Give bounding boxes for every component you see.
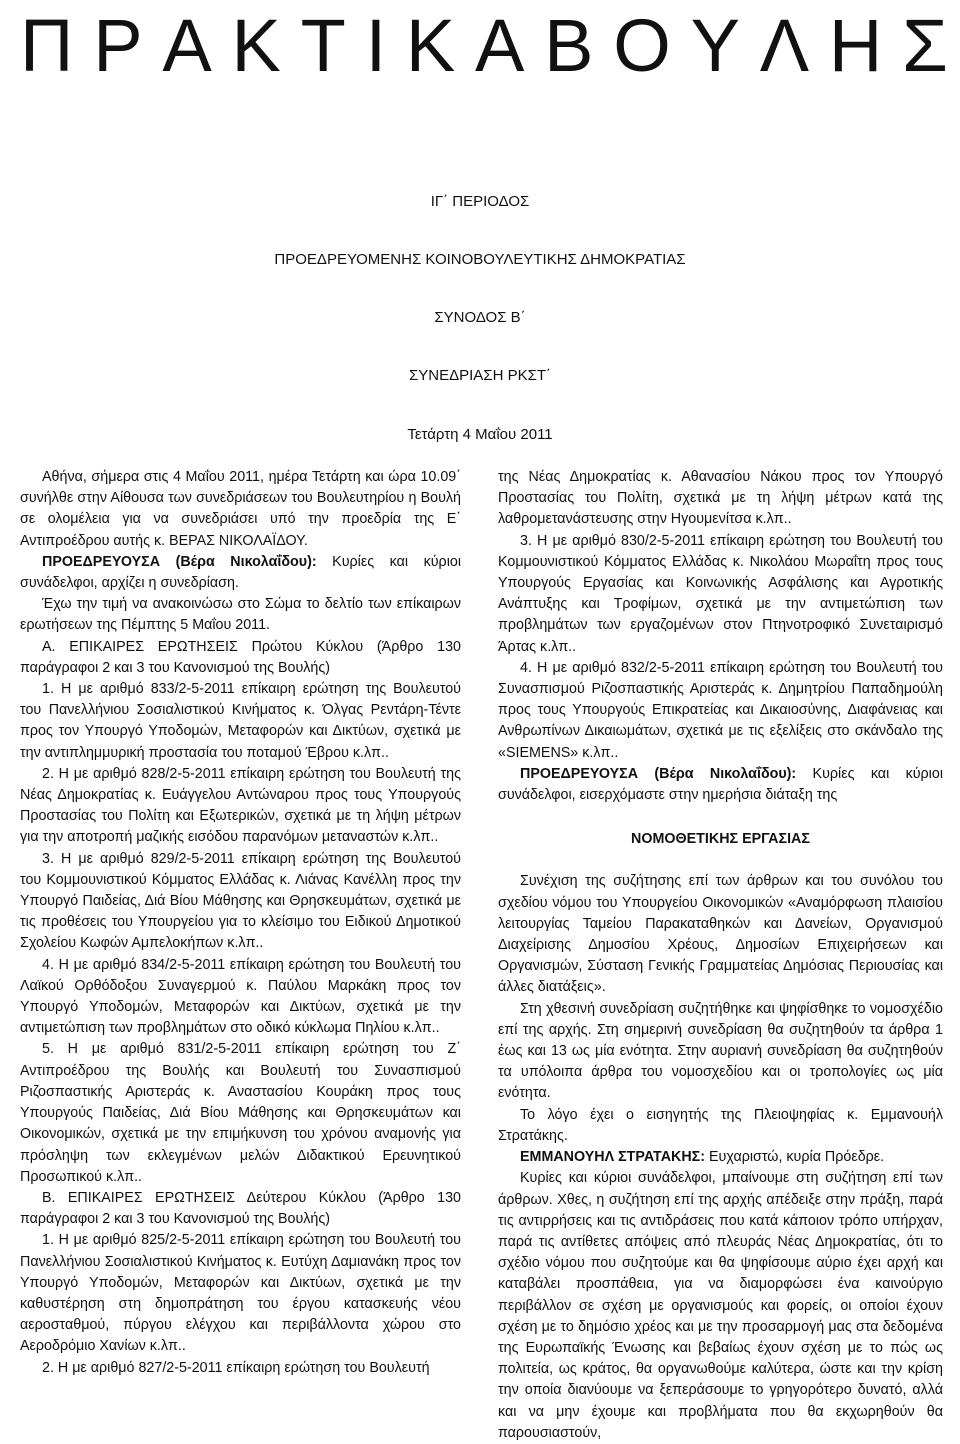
period-heading: ΙΓ΄ ΠΕΡΙΟΔΟΣ	[430, 193, 530, 210]
section-b-title: Β. ΕΠΙΚΑΙΡΕΣ ΕΡΩΤΗΣΕΙΣ Δεύτερου Κύκλου (Άρθρο 130 παράγραφοι 2 και 3 του Κανονισμού της Βουλής)	[20, 1189, 461, 1228]
chair-agenda	[498, 764, 943, 806]
announcement-paragraph: Έχω την τιμή να ανακοινώσω στο Σώμα το δελτίο των επίκαιρων ερωτήσεων της Πέμπτης 5 Μαΐου 2011.	[20, 596, 461, 634]
question-item: 4. Η με αριθμό 834/2-5-2011 επίκαιρη ερώτηση του Βουλευτή του Λαϊκού Ορθόδοξου Συναγερμού κ. Παύλου Μαρκάκη προς τον Υπουργό Υποδομών, Μεταφορών και Δικτύων, σχετικά με την αντιμετώπιση των προβλημάτων στο οδικό κύκλωμα Πηλίου κ.λπ..	[20, 956, 461, 1037]
masthead-letter: Β	[544, 4, 594, 87]
masthead-letter: Σ	[902, 4, 948, 87]
section-heading-text: ΝΟΜΟΘΕΤΙΚΗΣ ΕΡΓΑΣΙΑΣ	[631, 831, 810, 848]
question-item: 2. Η με αριθμό 827/2-5-2011 επίκαιρη ερώτηση του Βουλευτή	[42, 1359, 430, 1376]
question-item: 5. Η με αριθμό 831/2-5-2011 επίκαιρη ερώτηση του Ζ΄ Αντιπροέδρου της Βουλής και Βουλευτή του Συνασπισμού Ριζοσπαστικής Αριστεράς κ. Αναστασίου Κουράκη προς τους Υπουργούς Παιδείας, Διά Βίου Μάθησης και Θρησκευμάτων και Οικονομικών, σχετικά με την επιμήκυνση του χρόνου αναμονής για πρόσληψη των εκλεγμένων μελών Διδακτικού Ερευνητικού Προσωπικού κ.λπ..	[20, 1041, 461, 1185]
question-item: 2. Η με αριθμό 828/2-5-2011 επίκαιρη ερώτηση του Βουλευτή της Νέας Δημοκρατίας κ. Ευάγγελου Αντώναρου προς τους Υπουργούς Προστασίας του Πολίτη και Εξωτερικών, σχετικά με τη λήψη μέτρων για την αποτροπή μαζικής εισόδου παρανόμων μεταναστών κ.λπ..	[20, 765, 461, 846]
question-item: 4. Η με αριθμό 832/2-5-2011 επίκαιρη ερώτηση του Βουλευτή του Συνασπισμού Ριζοσπαστικής Αριστεράς κ. Δημητρίου Παπαδημούλη προς τους Υπουργούς Επικρατείας και Δικαιοσύνης, Διαφάνειας και Ανθρωπίνων Δικαιωμάτων, σχετικά με τις εξελίξεις στο σκάνδαλο της «SIEMENS» κ.λπ..	[498, 659, 943, 761]
speech-text: Ευχαριστώ, κυρία Πρόεδρε.	[705, 1149, 885, 1166]
right-column	[498, 467, 943, 1444]
question-item: 1. Η με αριθμό 825/2-5-2011 επίκαιρη ερώτηση του Βουλευτή του Πανελλήνιου Σοσιαλιστικού Κινήματος κ. Ευτύχη Δαμιανάκη προς τον Υπουργό Υποδομών, Μεταφορών και Δικτύων, σχετικά με την καθυστέρηση στη δημοπράτηση του έργου κατασκευής νέου αεροσταθμού, πύργου ελέγχου και περιβάλλοντα χώρου στο Αεροδρόμιο Χανίων κ.λπ..	[20, 1232, 461, 1355]
bill-description: Συνέχιση της συζήτησης επί των άρθρων και του συνόλου του σχεδίου νόμου του Υπουργείου Οικονομικών «Αναμόρφωση πλαισίου λειτουργίας Ταμείου Παρακαταθηκών και Δανείων, Οργανισμού Διαχείρισης Δημοσίου Χρέους, Δημοσίων Επιχειρήσεων και Οργανισμών, Σύσταση Γενικής Γραμματείας Δημόσιας Περιουσίας και άλλες διατάξεις».	[498, 873, 943, 996]
masthead-letter: Ι	[365, 4, 387, 87]
speaker-name: ΠΡΟΕΔΡΕΥΟΥΣΑ (Βέρα Νικολαΐδου):	[520, 765, 797, 782]
chair-opening	[20, 552, 461, 594]
masthead-letter: Κ	[231, 4, 281, 87]
speech-text: Κυρίες και κύριοι συνάδελφοι, εισερχόμαστε στην ημερήσια διάταξη της	[498, 765, 943, 804]
masthead-letter: Η	[828, 4, 883, 87]
question-item: 3. Η με αριθμό 830/2-5-2011 επίκαιρη ερώτηση του Βουλευτή του Κομμουνιστικού Κόμματος Ελλάδας κ. Νικολάου Μωραΐτη προς τους Υπουργούς Εργασίας και Κοινωνικής Ασφάλισης και Αγροτικής Ανάπτυξης και Τροφίμων, σχετικά με την αντιμετώπιση των προβλημάτων των εργαζομένων στον Πτηνοτροφικό Συνεταιρισμό Άρτας κ.λπ..	[498, 532, 943, 655]
procedure-paragraph: Στη χθεσινή συνεδρίαση συζητήθηκε και ψηφίσθηκε το νομοσχέδιο επί της αρχής. Στη σημερινή συνεδρίαση θα συζητηθούν τα άρθρα 1 έως και 13 ως μία ενότητα. Στην αυριανή συνεδρίαση θα συζητηθούν τα υπόλοιπα άρθρα του νομοσχεδίου και οι τροπολογίες ως μία ενότητα.	[498, 1000, 943, 1102]
legislative-work-heading	[498, 829, 943, 850]
question-item: 3. Η με αριθμό 829/2-5-2011 επίκαιρη ερώτηση της Βουλευτού του Κομμουνιστικού Κόμματος Ελλάδας κ. Λιάνας Κανέλλη προς την Υπουργό Παιδείας, Διά Βίου Μάθησης και Θρησκευμάτων, σχετικά με τις προθέσεις του Υπουργείου για το κλείσιμο του Ειδικού Δημοτικού Σχολείου Κωφών Αμπελοκήπων κ.λπ..	[20, 850, 461, 952]
session-heading: ΣΥΝΟΔΟΣ Β΄	[434, 309, 526, 326]
republic-heading: ΠΡΟΕΔΡΕΥΟΜΕΝΗΣ ΚΟΙΝΟΒΟΥΛΕΥΤΙΚΗΣ ΔΗΜΟΚΡΑΤΙΑΣ	[274, 251, 686, 268]
sitting-heading: ΣΥΝΕΔΡΙΑΣΗ ΡΚΣΤ΄	[408, 367, 552, 384]
masthead-letter: Υ	[690, 4, 740, 87]
masthead-title	[20, 4, 948, 88]
speaker-name: ΕΜΜΑΝΟΥΗΛ ΣΤΡΑΤΑΚΗΣ:	[520, 1149, 706, 1166]
question-continuation: της Νέας Δημοκρατίας κ. Αθανασίου Νάκου προς τον Υπουργό Προστασίας του Πολίτη, σχετικά με τη λήψη μέτρων κατά της λαθρομετανάστευσης στην Ηγουμενίτσα κ.λπ..	[498, 469, 943, 528]
speaker-name: ΠΡΟΕΔΡΕΥΟΥΣΑ (Βέρα Νικολαΐδου):	[42, 553, 317, 570]
masthead-letter: Α	[162, 4, 212, 87]
masthead-letter: Α	[475, 4, 525, 87]
question-item: 1. Η με αριθμό 833/2-5-2011 επίκαιρη ερώτηση της Βουλευτού του Πανελλήνιου Σοσιαλιστικού Κινήματος κ. Όλγας Ρεντάρη-Τέντε προς τον Υπουργό Υποδομών, Μεταφορών και Δικτύων, σχετικά με την αντιπλημμυρική προστασία του ποταμού Έβρου κ.λπ..	[20, 681, 461, 761]
floor-given-paragraph: Το λόγο έχει ο εισηγητής της Πλειοψηφίας κ. Εμμανουήλ Στρατάκης.	[498, 1106, 943, 1144]
masthead-letter: Τ	[300, 4, 346, 87]
masthead-letter: Κ	[405, 4, 456, 87]
masthead-letter: Ο	[613, 4, 671, 87]
speech-text: Κυρίες και κύριοι συνάδελφοι, αρχίζει η συνεδρίαση.	[20, 553, 461, 592]
section-a-title: Α. ΕΠΙΚΑΙΡΕΣ ΕΡΩΤΗΣΕΙΣ Πρώτου Κύκλου (Άρθρο 130 παράγραφοι 2 και 3 του Κανονισμού της Βουλής)	[20, 638, 461, 676]
left-column	[20, 467, 461, 1379]
masthead-letter: Λ	[759, 4, 810, 87]
speech-paragraph: Κυρίες και κύριοι συνάδελφοι, μπαίνουμε στη συζήτηση επί των άρθρων. Χθες, η συζήτηση επί της αρχής απέδειξε στην πράξη, παρά τις αντιρρήσεις και τις αντιδράσεις που κατά κάποιον τρόπο υπήρχαν, παρά τις αντίθετες απόψεις από πλευράς Νέας Δημοκρατίας, ότι το σχέδιο νόμου που συζητούμε και θα ψηφίσουμε αύριο έχει αρχή και καταβάλει προσπάθεια, για να διαμορφώσει ένα καινούργιο περιβάλλον σε σχέση με οργανισμούς και φορείς, οι οποίοι έχουν σχέση με το δημόσιο χρέος και με την προσαρμογή μας στα δεδομένα της Ευρωπαϊκής Ένωσης και βεβαίως έχουν σχέση με το πώς ως πολιτεία, ως κράτος, θα οργανωθούμε καλύτερα, ώστε και την κρίση την οποία διανύουμε να ξεπεράσουμε το γρηγορότερο δυνατό, αλλά και να μην έχουμε και προβλήματα που θα εκχωρηθούν θα παρουσιαστούν,	[498, 1170, 943, 1441]
date-heading: Τετάρτη 4 Μαΐου 2011	[407, 426, 553, 443]
masthead-letter: Π	[20, 4, 74, 87]
speaker-reply	[498, 1147, 943, 1168]
opening-paragraph: Αθήνα, σήμερα στις 4 Μαΐου 2011, ημέρα Τετάρτη και ώρα 10.09΄ συνήλθε στην Αίθουσα των συνεδριάσεων του Βουλευτηρίου η Βουλή σε ολομέλεια για να συνεδριάσει υπό την προεδρία της Ε΄ Αντιπροέδρου αυτής κ. ΒΕΡΑΣ ΝΙΚΟΛΑΪΔΟΥ.	[20, 469, 461, 549]
masthead-letter: Ρ	[93, 4, 143, 87]
